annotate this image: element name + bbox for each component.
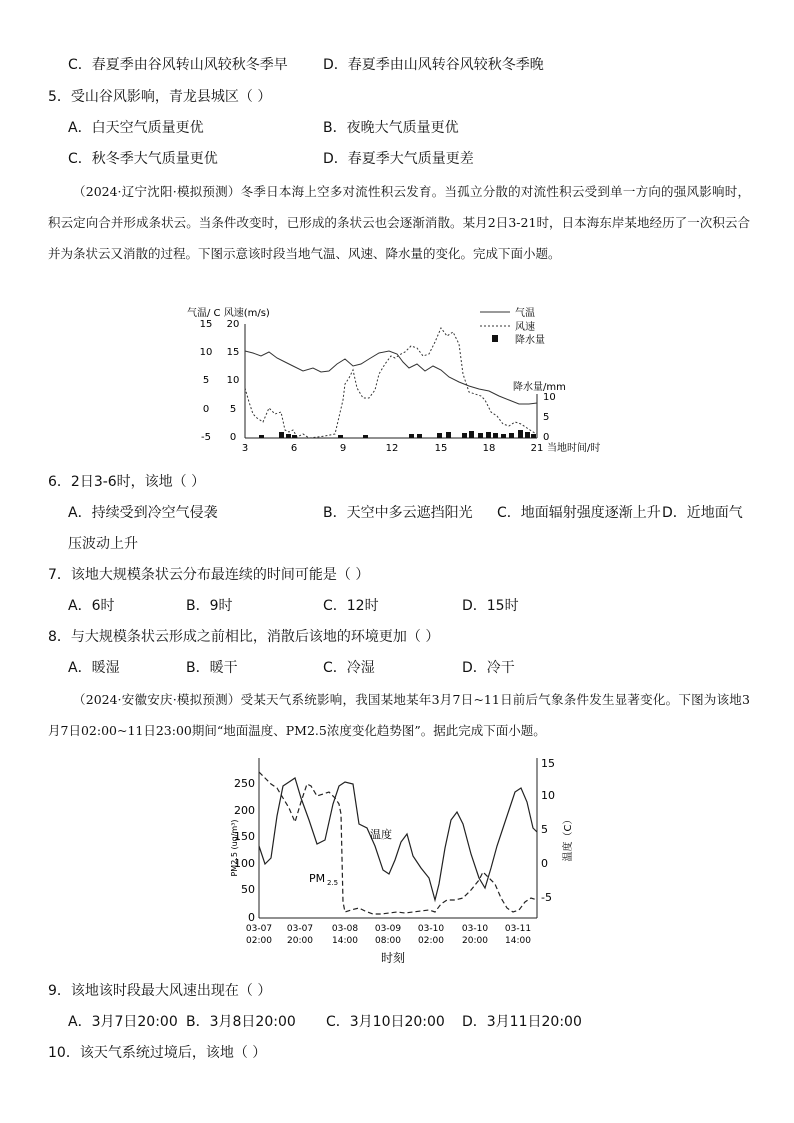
precip-bar	[518, 430, 523, 438]
chart2-x-date: 03-09	[374, 924, 402, 934]
chart2-x-time: 02:00	[246, 936, 272, 946]
chart1-x-tick: 3	[241, 443, 249, 454]
precip-bar	[279, 432, 284, 438]
chart2-temp-line	[259, 778, 537, 900]
q7-option-a: A．6时	[68, 598, 115, 614]
q8-option-a: A．暖湿	[68, 660, 120, 676]
chart2-x-time: 02:00	[418, 936, 444, 946]
precip-bar	[363, 435, 368, 438]
chart1-wind-tick: 15	[226, 347, 240, 358]
chart1-temp-tick: -5	[201, 432, 211, 443]
chart1-precip-tick: 5	[543, 412, 550, 423]
chart1-precip-axis-title: 降水量/mm	[513, 382, 566, 393]
chart2-x-date: 03-08	[331, 924, 359, 934]
q5-option-c: C．秋冬季大气质量更优	[68, 151, 218, 167]
chart1-x-tick: 15	[434, 443, 448, 454]
chart1-temp-tick: 0	[202, 404, 210, 415]
chart2-right-axis-title: 温度（C）	[563, 814, 574, 862]
legend-precip-label: 降水量	[515, 335, 545, 346]
q5-option-d: D．春夏季大气质量更差	[323, 151, 474, 167]
precip-bar	[501, 434, 506, 438]
q5-stem: 5．受山谷风影响，青龙县城区（ ）	[48, 89, 272, 105]
chart2-right-tick: 0	[541, 857, 548, 870]
chart2-x-time: 14:00	[332, 936, 358, 946]
q8-option-b: B．暖干	[186, 660, 238, 676]
chart2-x-date: 03-07	[286, 924, 314, 934]
precip-bar	[462, 433, 467, 438]
q8-option-d: D．冷干	[462, 660, 515, 676]
q8-option-c: C．冷湿	[323, 660, 375, 676]
q6-option-a: A．持续受到冷空气侵袭	[68, 505, 218, 521]
chart2-left-tick: 50	[241, 883, 255, 896]
chart1-precip-tick: 0	[543, 432, 550, 443]
chart1-temp-tick: 10	[199, 347, 213, 358]
q4-option-c: C．春夏季由谷风转山风较秋冬季早	[68, 57, 288, 73]
precip-bar	[493, 433, 498, 438]
precip-bar	[486, 432, 491, 438]
precip-bar	[259, 435, 264, 438]
q7-option-b: B．9时	[186, 598, 233, 614]
chart2-right-tick: -5	[541, 891, 552, 904]
chart2-pm25-line	[259, 772, 537, 914]
chart2-left-tick: 150	[234, 830, 255, 843]
chart1-x-tick: 9	[339, 443, 347, 454]
precip-bar	[525, 432, 530, 438]
chart1-wind-tick: 0	[229, 432, 237, 443]
chart1-wind-tick: 5	[229, 404, 237, 415]
q5-option-b: B．夜晚大气质量更优	[323, 120, 459, 136]
chart2-x-time: 08:00	[375, 936, 401, 946]
chart1-x-tick: 12	[385, 443, 399, 454]
q7-stem: 7．该地大规模条状云分布最连续的时间可能是（ ）	[48, 567, 370, 583]
chart1-temp-line	[245, 351, 537, 404]
precip-bar	[509, 433, 514, 438]
q9-option-a: A．3月7日20:00	[68, 1014, 178, 1030]
chart2-left-tick: 100	[234, 857, 255, 870]
chart2-right-tick: 10	[541, 789, 555, 802]
chart2-x-time: 20:00	[462, 936, 488, 946]
precip-bar	[338, 435, 343, 438]
precip-bar	[292, 435, 297, 438]
chart2-x-time: 14:00	[505, 936, 531, 946]
legend-precip-marker	[492, 335, 498, 342]
chart-2-temp-pm25	[225, 750, 585, 972]
chart2-temp-label: 温度	[370, 828, 392, 841]
chart1-temp-tick: 15	[199, 319, 213, 330]
precip-bar	[417, 434, 422, 438]
chart2-x-date: 03-10	[417, 924, 445, 934]
q10-stem: 10．该天气系统过境后，该地（ ）	[48, 1045, 267, 1061]
chart1-precip-bars	[259, 430, 536, 438]
chart2-x-date: 03-10	[461, 924, 489, 934]
chart2-x-date: 03-07	[245, 924, 273, 934]
chart2-right-tick: 5	[541, 823, 548, 836]
precip-bar	[286, 434, 291, 438]
precip-bar	[531, 434, 536, 438]
chart1-precip-tick: 10	[543, 392, 556, 403]
chart-1-weather	[185, 302, 615, 460]
q7-option-c: C．12时	[323, 598, 379, 614]
precip-bar	[446, 432, 451, 438]
q7-option-d: D．15时	[462, 598, 519, 614]
chart1-x-tick: 6	[290, 443, 298, 454]
q9-stem: 9．该地该时段最大风速出现在（ ）	[48, 983, 272, 999]
q9-option-d: D．3月11日20:00	[462, 1014, 582, 1030]
q6-option-d-continued: 压波动上升	[68, 536, 138, 552]
q5-option-a: A．白天空气质量更优	[68, 120, 204, 136]
q4-option-d: D．春夏季由山风转谷风较秋冬季晚	[323, 57, 544, 73]
q8-stem: 8．与大规模条状云形成之前相比，消散后该地的环境更加（ ）	[48, 629, 440, 645]
chart2-left-tick: 250	[234, 777, 255, 790]
chart2-left-tick: 0	[248, 911, 255, 924]
chart1-x-tick: 21	[530, 443, 544, 454]
chart2-left-tick: 200	[234, 804, 255, 817]
chart1-wind-tick: 10	[226, 375, 240, 386]
precip-bar	[409, 434, 414, 438]
chart2-x-date: 03-11	[504, 924, 532, 934]
chart1-x-axis-title: 当地时间/时	[547, 443, 601, 454]
chart2-x-time: 20:00	[287, 936, 313, 946]
chart1-x-tick: 18	[482, 443, 496, 454]
q6-option-d: D．近地面气	[662, 505, 743, 521]
q6-option-c: C．地面辐射强度逐渐上升	[497, 505, 661, 521]
chart2-pm-label-subscript: 2.5	[327, 879, 339, 887]
chart1-wind-line	[245, 328, 537, 438]
q9-option-c: C．3月10日20:00	[326, 1014, 445, 1030]
chart1-wind-tick: 20	[226, 319, 240, 330]
chart2-pm-label: PM	[309, 872, 326, 885]
legend-wind-label: 风速	[515, 322, 535, 333]
q9-option-b: B．3月8日20:00	[186, 1014, 296, 1030]
q6-stem: 6．2日3-6时，该地（ ）	[48, 474, 206, 490]
chart2-left-axis-title: PM2.5 (ug/m³)	[230, 819, 239, 877]
q6-option-b: B．天空中多云遮挡阳光	[323, 505, 473, 521]
precip-bar	[469, 431, 474, 438]
chart1-temp-tick: 5	[202, 375, 210, 386]
chart2-right-tick: 15	[541, 757, 555, 770]
chart2-x-axis-title: 时刻	[380, 951, 406, 965]
precip-bar	[478, 433, 483, 438]
precip-bar	[437, 433, 442, 438]
chart1-left-axis-title: 气温/ C 风速(m/s)	[187, 308, 270, 319]
legend-temp-label: 气温	[515, 308, 535, 319]
passage-1: （2024·辽宁沈阳·模拟预测）冬季日本海上空多对流性积云发育。当孤立分散的对流性积云受到单一方向的强风影响时，积云定向合并形成条状云。当条件改变时，已形成的条状云也会逐渐消散。某月2日3-21时，日本海东岸某地经历了一次积云合并为条状云又消散的过程。下图示意该时段当地气温、风速、降水量的变化。完成下面小题。	[48, 184, 750, 261]
passage-2: （2024·安徽安庆·模拟预测）受某天气系统影响，我国某地某年3月7日~11日前后气象条件发生显著变化。下图为该地3月7日02:00~11日23:00期间“地面温度、PM2.5浓度变化趋势图”。据此完成下面小题。	[48, 692, 750, 738]
